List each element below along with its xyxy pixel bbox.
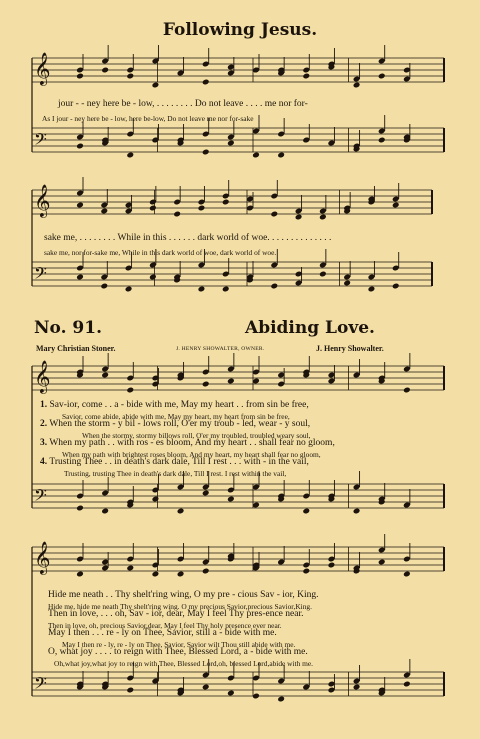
- note-head: [227, 140, 235, 147]
- bass-clef: 𝄢: [34, 485, 47, 509]
- note-head: [277, 696, 285, 703]
- note-head: [353, 684, 361, 691]
- note-head: [302, 568, 310, 575]
- verse-3-sub-b: May I then re - ly, re - ly on Thee, Savior, Savior wilt Thou still abide with me.: [62, 640, 296, 649]
- note-head: [227, 690, 235, 697]
- lyric-line: jour - - ney here be - low, . . . . . . . . Do not leave . . . . me nor for-: [58, 99, 308, 109]
- note-head: [198, 286, 206, 293]
- verse-3-line-a: [40, 438, 335, 448]
- note-head: [353, 508, 361, 515]
- verse-number: 4.: [40, 457, 48, 467]
- bass-clef: 𝄢: [34, 129, 47, 153]
- verse-2-line-b: Then in love, . . . oh, Sav - ior, dear, May I feel Thy pres-ence near.: [48, 609, 304, 619]
- treble-clef: 𝄞: [34, 541, 51, 574]
- song-title-following-jesus: Following Jesus.: [162, 20, 318, 40]
- note-head: [227, 496, 235, 503]
- note-head: [319, 271, 327, 278]
- note-head: [378, 73, 386, 80]
- verse-1-line-b: Hide me neath . . Thy shelt'ring wing, O my pre - cious Sav - ior, King.: [48, 590, 319, 600]
- note-head: [202, 568, 210, 575]
- credit-owner: J. HENRY SHOWALTER, OWNER.: [176, 346, 265, 352]
- note-head: [202, 149, 210, 156]
- verse-2-line-a: [40, 419, 310, 429]
- credit-words: Mary Christian Stoner.: [36, 344, 116, 353]
- note-head: [328, 562, 336, 569]
- verse-4-sub: Trusting, trusting Thee in death's dark dale, Till I rest. I rest within the vail,: [64, 469, 287, 478]
- note-head: [270, 211, 278, 218]
- note-head: [126, 687, 134, 694]
- note-head: [392, 202, 400, 209]
- note-head: [302, 73, 310, 80]
- song-title-abiding-love: Abiding Love.: [245, 318, 375, 338]
- note-head: [378, 559, 386, 566]
- note-head: [368, 286, 376, 293]
- note-head: [270, 283, 278, 290]
- note-head: [403, 571, 411, 578]
- note-head: [149, 205, 157, 212]
- note-head: [295, 214, 303, 221]
- note-head: [152, 82, 160, 89]
- note-head: [202, 490, 210, 497]
- note-head: [152, 496, 160, 503]
- lyric-line: As I jour - ney here be - low, here be-low, Do not leave me nor for-sake: [42, 114, 254, 123]
- note-head: [76, 73, 84, 80]
- note-head: [101, 508, 109, 515]
- note-head: [403, 387, 411, 394]
- note-head: [126, 565, 134, 572]
- verse-4-line-a: [40, 457, 309, 467]
- verse-3-line-b: May I then . . . re - ly on Thee, Savior, still a - bide with me.: [48, 628, 277, 638]
- note-head: [76, 571, 84, 578]
- verse-2-sub-b: Then in love, oh, precious Savior,dear, May I feel Thy holy presence ever near.: [48, 621, 282, 630]
- note-head: [126, 73, 134, 80]
- note-head: [343, 280, 351, 287]
- note-head: [202, 684, 210, 691]
- note-head: [302, 508, 310, 515]
- lyric-line: sake me, . . . . . . . . While in this . . . . . . dark world of woe. . . . . . . . . . . . . .: [44, 233, 332, 243]
- verse-number: 1.: [40, 400, 48, 410]
- verse-4-line-b: O, what joy . . . . to reign with Thee, Blessed Lord, a - bide with me.: [48, 647, 308, 657]
- note-head: [227, 378, 235, 385]
- verse-text: When my path . . with ros - es bloom, And my heart . . shall fear no gloom,: [49, 438, 335, 448]
- note-head: [76, 143, 84, 150]
- note-head: [101, 67, 109, 74]
- note-head: [202, 381, 210, 388]
- note-head: [100, 283, 108, 290]
- hymn-number: No. 91.: [34, 318, 102, 338]
- note-head: [403, 681, 411, 688]
- note-head: [101, 372, 109, 379]
- note-head: [125, 286, 133, 293]
- bass-clef: 𝄢: [34, 673, 47, 697]
- bass-clef: 𝄢: [34, 263, 47, 287]
- note-head: [319, 214, 327, 221]
- credit-music: J. Henry Showalter.: [316, 344, 384, 353]
- verse-2-sub: When the stormy, stormy billows roll, O'er my troubled, troubled weary soul,: [82, 431, 311, 440]
- note-head: [222, 286, 230, 293]
- note-head: [198, 205, 206, 212]
- note-head: [222, 199, 230, 206]
- note-head: [152, 571, 160, 578]
- note-head: [202, 79, 210, 86]
- note-head: [76, 505, 84, 512]
- note-head: [277, 152, 285, 159]
- note-head: [378, 137, 386, 144]
- verse-4-sub-b: Oh,what joy,what joy to reign with Thee, Blessed Lord,oh, blessed Lord,abide with me.: [54, 659, 314, 668]
- note-head: [76, 202, 84, 209]
- note-head: [177, 571, 185, 578]
- verse-3-sub: When my path with brightest roses bloom, And my heart, my heart shall fear no gloom,: [62, 450, 321, 459]
- note-head: [126, 387, 134, 394]
- note-head: [252, 152, 260, 159]
- note-head: [177, 508, 185, 515]
- treble-clef: 𝄞: [34, 184, 51, 217]
- note-head: [392, 283, 400, 290]
- treble-clef: 𝄞: [34, 360, 51, 393]
- note-head: [353, 82, 361, 89]
- note-head: [149, 274, 157, 281]
- note-head: [173, 211, 181, 218]
- verse-text: Trusting Thee . . in death's dark dale, Till I rest . . . with - in the vail,: [49, 457, 309, 467]
- verse-number: 3.: [40, 438, 48, 448]
- verse-1-sub-b: Hide me, hide me neath Thy shelt'ring wing. O my precious Savior,precious Savior,King.: [48, 602, 312, 611]
- note-head: [100, 208, 108, 215]
- treble-clef: 𝄞: [34, 52, 51, 85]
- verse-text: Sav-ior, come . . a - bide with me, May my heart . . from sin be free,: [49, 400, 309, 410]
- verse-number: 2.: [40, 419, 48, 429]
- note-head: [76, 274, 84, 281]
- verse-1-line-a: [40, 400, 309, 410]
- lyric-line: sake me, nor for-sake me, While in this dark world of woe, dark world of woe.: [44, 248, 277, 257]
- verse-1-sub: Savior, come abide, abide with me, May my heart, my heart from sin be free,: [62, 412, 290, 421]
- note-head: [126, 152, 134, 159]
- verse-text: When the storm - y bil - lows roll, O'er my troub - led, wear - y soul,: [49, 419, 311, 429]
